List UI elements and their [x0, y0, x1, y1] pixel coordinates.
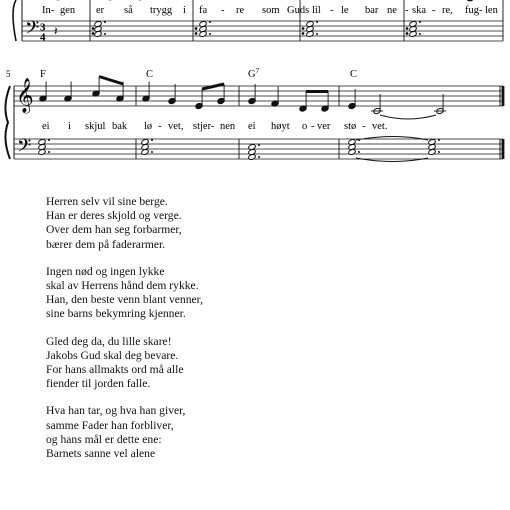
repeat-dot — [195, 32, 198, 35]
repeat-dot — [406, 32, 409, 35]
dot — [316, 21, 318, 23]
dot — [48, 151, 50, 153]
lyric-syllable: lø — [144, 121, 153, 132]
chord-symbol: F — [40, 69, 46, 80]
dot — [438, 139, 440, 141]
lyric-syllable: nen — [220, 121, 236, 132]
brace — [5, 86, 10, 159]
lyric-syllable: ver — [317, 121, 331, 132]
verse-line: bærer dem på faderarmer. — [46, 237, 166, 251]
time-signature-top: 3 — [40, 21, 46, 34]
dot — [104, 21, 106, 23]
score-system-2 — [5, 67, 503, 162]
tie — [380, 115, 436, 119]
verse-stanza — [46, 265, 466, 322]
verse-line: Gled deg da, du lille skare! — [46, 334, 172, 348]
lyric-syllable: fug- — [465, 5, 483, 16]
bass-clef: 𝄢 — [25, 18, 40, 43]
repeat-dot — [92, 27, 95, 30]
chord-symbol: $G^7$ — [248, 67, 260, 80]
lyric-syllable: så — [124, 5, 133, 16]
dot — [151, 139, 153, 141]
repeat-dot — [302, 32, 305, 35]
lyric-syllable: vet. — [372, 121, 388, 132]
lyric-syllable: i — [68, 121, 71, 132]
verse-line: Ingen nød og ingen lykke — [46, 264, 165, 278]
lyric-syllable: ne — [387, 5, 397, 16]
lyric-syllable: re, — [442, 5, 453, 16]
dot — [258, 156, 260, 158]
lyric-syllable: - — [221, 5, 225, 16]
lyric-syllable: fa — [199, 5, 208, 16]
verse-line: Over dem han seg forbarmer, — [46, 223, 182, 237]
dot — [104, 33, 106, 35]
tie — [356, 158, 428, 162]
lyric-syllable: - — [362, 121, 366, 132]
dot — [358, 151, 360, 153]
verse-line: Han er deres skjold og verge. — [46, 209, 182, 223]
verse-stanza — [46, 404, 466, 461]
dot — [209, 21, 211, 23]
dot — [316, 33, 318, 35]
treble-staff — [14, 86, 503, 106]
verse-line: Hva han tar, og hva han giver, — [46, 404, 186, 418]
lyric-syllable: bak — [112, 121, 128, 132]
dot — [419, 33, 421, 35]
lyric-syllable: Guds — [287, 5, 310, 16]
chord-symbol: C — [146, 69, 154, 80]
repeat-dot — [92, 32, 95, 35]
dot — [209, 33, 211, 35]
repeat-dot — [302, 27, 305, 30]
score-system-1 — [13, 0, 503, 44]
lyric-syllable: skjul — [85, 121, 106, 132]
dot — [419, 21, 421, 23]
treble-clef: 𝄞 — [16, 78, 34, 113]
lyric-syllable: stjer- — [193, 121, 215, 132]
lyric-syllable: stø — [344, 121, 357, 132]
dot — [151, 151, 153, 153]
lyric-syllable: - — [311, 121, 315, 132]
verse-stanza — [46, 195, 466, 252]
chord-symbol: C — [350, 69, 358, 80]
lyric-syllable: ei — [42, 121, 50, 132]
lyric-syllable: gen — [60, 5, 76, 16]
lyric-syllable: o — [302, 121, 308, 132]
bass-clef: 𝄢 — [17, 136, 32, 161]
lyric-syllable: bar — [365, 5, 379, 16]
verse-line: Barnets sanne vel alene — [46, 447, 156, 461]
lyric-syllable: ei — [248, 121, 256, 132]
note-beam — [202, 84, 224, 89]
lyric-syllable: - — [432, 5, 436, 16]
lyric-syllable: ska — [412, 5, 426, 16]
note-beam — [99, 77, 123, 85]
verse-line: samme Fader han forbliver, — [46, 418, 174, 432]
measure-number: 5 — [6, 69, 11, 79]
lyric-syllable: som — [262, 5, 280, 16]
lyric-syllable: trygg — [150, 5, 173, 16]
repeat-dot — [406, 27, 409, 30]
dot — [258, 144, 260, 146]
music-score — [0, 0, 510, 190]
lyric-syllable: - — [330, 5, 334, 16]
lyric-syllable: i — [183, 5, 186, 16]
lyric-syllable: - — [158, 121, 162, 132]
dot — [438, 151, 440, 153]
verse-line: og hans mål er dette ene: — [46, 432, 162, 446]
verse-stanza — [46, 335, 466, 392]
rest: 𝄽 — [54, 24, 58, 38]
verse-line: skal av Herrens hånd dem rykke. — [46, 279, 199, 293]
repeat-dot — [195, 27, 198, 30]
verse-line: Han, den beste venn blant venner, — [46, 293, 203, 307]
verse-line: fiender til jorden falle. — [46, 377, 151, 391]
time-signature-bottom: 4 — [40, 31, 46, 44]
verse-line: Jakobs Gud skal deg bevare. — [46, 348, 179, 362]
lyric-syllable: le — [341, 5, 349, 16]
verse-line: sine barns bekymring kjenner. — [46, 307, 186, 321]
lyric-syllable: er — [96, 5, 105, 16]
lyric-syllable: lil — [312, 5, 321, 16]
brace — [13, 0, 16, 41]
lyric-syllable: - — [405, 5, 409, 16]
verses — [46, 195, 466, 474]
tie — [356, 137, 428, 141]
lyric-syllable: re — [236, 5, 245, 16]
lyric-syllable: len — [485, 5, 498, 16]
lyric-syllable: høyt — [271, 121, 290, 132]
verse-line: For hans allmakts ord må alle — [46, 363, 184, 377]
lyric-syllable: vet, — [168, 121, 184, 132]
notehead — [467, 0, 474, 1]
verse-line: Herren selv vil sine berge. — [46, 195, 168, 208]
lyric-syllable: In- — [42, 5, 55, 16]
dot — [48, 139, 50, 141]
